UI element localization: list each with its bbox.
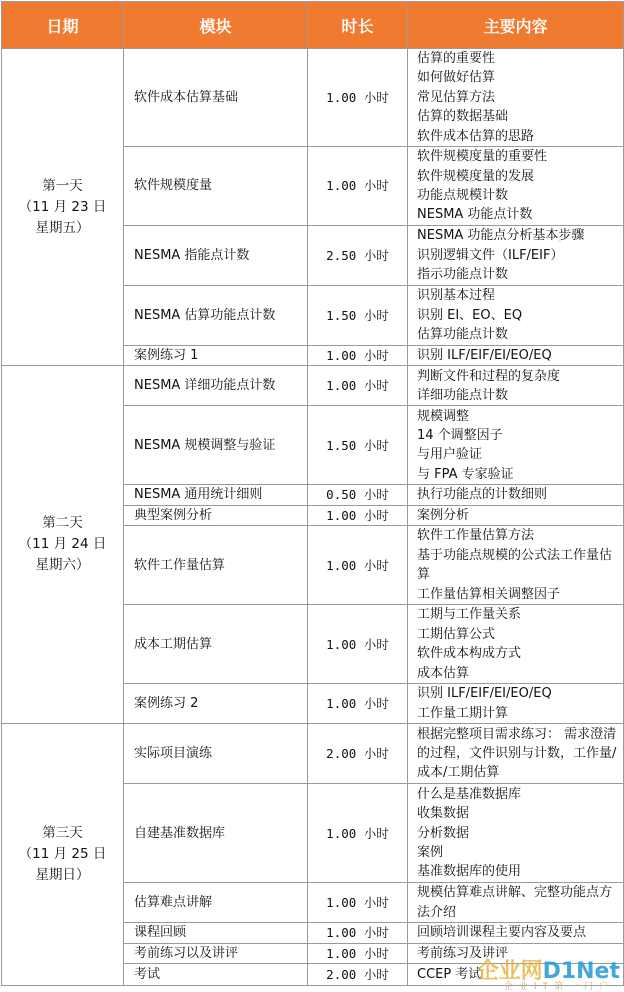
day-cell [2, 724, 124, 986]
duration-cell: 1.00 小时 [308, 943, 408, 963]
content-line: 功能点规模计数 [417, 188, 509, 204]
module-cell: 实际项目演练 [124, 724, 308, 784]
duration-cell: 1.00 小时 [308, 684, 408, 724]
content-cell [408, 485, 624, 505]
duration-cell: 1.00 小时 [308, 366, 408, 406]
content-line: 常见估算方法 [417, 89, 496, 105]
module-cell: 软件工作量估算 [124, 526, 308, 605]
module-cell: 案例练习 1 [124, 346, 308, 366]
content-line: CCEP 考试 [417, 966, 482, 982]
duration-cell: 1.00 小时 [308, 923, 408, 943]
content-line: 工作量工期计算 [417, 705, 509, 721]
content-line: 详细功能点计数 [417, 387, 509, 403]
content-line: 工期与工作量关系 [417, 607, 522, 623]
content-cell [408, 226, 624, 286]
watermark-brand-a: 企业网 [476, 959, 543, 984]
content-line: 根据完整项目需求练习： 需求澄清的过程，文件识别与计数，工作量/成本/工期估算 [417, 726, 617, 781]
duration-cell: 2.00 小时 [308, 964, 408, 986]
day-label-line: （11 月 25 日 [18, 846, 107, 863]
content-cell [408, 406, 624, 485]
module-cell: NESMA 规模调整与验证 [124, 406, 308, 485]
watermark-logo [470, 954, 620, 990]
content-line: 收集数据 [417, 806, 470, 822]
day-label-line: 第二天 [42, 515, 83, 532]
day-label-line: （11 月 24 日 [18, 536, 107, 553]
content-line: 基准数据库的使用 [417, 864, 522, 880]
module-cell: 典型案例分析 [124, 505, 308, 525]
watermark-brand-b: D1Net [542, 959, 620, 984]
content-line: 识别逻辑文件（ILF/EIF） [417, 247, 564, 263]
content-cell [408, 346, 624, 366]
header-content: 主要内容 [408, 2, 624, 49]
day-label-line: 星期五） [35, 219, 90, 236]
content-line: 分析数据 [417, 825, 470, 841]
table-row [2, 366, 624, 406]
module-cell: 课程回顾 [124, 923, 308, 943]
day-label-line: 星期日） [35, 867, 90, 884]
content-cell [408, 147, 624, 226]
module-cell: 考试 [124, 964, 308, 986]
content-line: 与 FPA 专家验证 [417, 466, 514, 482]
content-line: 案例分析 [417, 507, 470, 523]
module-cell: NESMA 通用统计细则 [124, 485, 308, 505]
content-line: 规模估算难点讲解、完整功能点方法介绍 [417, 885, 613, 920]
content-cell [408, 366, 624, 406]
content-line: 识别 ILF/EIF/EI/EO/EQ [417, 348, 552, 364]
content-line: 估算功能点计数 [417, 327, 509, 343]
content-line: 如何做好估算 [417, 70, 496, 86]
table-row [2, 49, 624, 147]
duration-cell: 1.00 小时 [308, 526, 408, 605]
day-label-line: 星期六） [35, 557, 90, 574]
content-line: 工期估算公式 [417, 626, 496, 642]
header-date: 日期 [2, 2, 124, 49]
module-cell: 考前练习以及讲评 [124, 943, 308, 963]
module-cell: 软件规模度量 [124, 147, 308, 226]
day-label-line: 第一天 [42, 177, 83, 194]
content-cell [408, 526, 624, 605]
content-cell [408, 724, 624, 784]
content-line: NESMA 功能点分析基本步骤 [417, 228, 585, 244]
module-cell: NESMA 指能点计数 [124, 226, 308, 286]
day-label-line: （11 月 23 日 [18, 198, 107, 215]
module-cell: 自建基准数据库 [124, 784, 308, 883]
duration-cell: 1.00 小时 [308, 605, 408, 684]
content-line: 执行功能点的计数细则 [417, 487, 548, 503]
content-line: 估算的数据基础 [417, 109, 509, 125]
content-line: 判断文件和过程的复杂度 [417, 368, 561, 384]
content-line: 估算的重要性 [417, 51, 496, 66]
content-cell [408, 883, 624, 923]
content-line: 识别 ILF/EIF/EI/EO/EQ [417, 686, 552, 702]
watermark-subtitle: 企业IT第一门户 [503, 982, 614, 992]
duration-cell: 1.00 小时 [308, 505, 408, 525]
content-line: 基于功能点规模的公式法工作量估算 [417, 547, 613, 583]
day-cell [2, 49, 124, 366]
header-module: 模块 [124, 2, 308, 49]
header-row [2, 2, 624, 49]
duration-cell: 1.00 小时 [308, 147, 408, 226]
module-cell: 软件成本估算基础 [124, 49, 308, 147]
content-cell [408, 505, 624, 525]
duration-cell: 0.50 小时 [308, 485, 408, 505]
duration-cell: 2.50 小时 [308, 226, 408, 286]
content-line: 规模调整 [417, 408, 470, 424]
content-line: 识别基本过程 [417, 288, 496, 304]
table-row [2, 724, 624, 784]
module-cell: 成本工期估算 [124, 605, 308, 684]
content-cell [408, 286, 624, 346]
content-line: 回顾培训课程主要内容及要点 [417, 925, 587, 941]
content-line: 考前练习及讲评 [417, 945, 509, 961]
content-line: 指示功能点计数 [417, 267, 509, 283]
content-line: 软件成本估算的思路 [417, 128, 535, 144]
day-label-line: 第三天 [42, 825, 83, 842]
duration-cell: 1.50 小时 [308, 286, 408, 346]
duration-cell: 1.00 小时 [308, 883, 408, 923]
content-line: 软件规模度量的重要性 [417, 149, 548, 165]
content-line: 与用户验证 [417, 447, 483, 463]
duration-cell: 1.00 小时 [308, 346, 408, 366]
content-line: 什么是基准数据库 [417, 786, 522, 802]
content-line: 软件规模度量的发展 [417, 168, 535, 184]
content-line: 识别 EI、EO、EQ [417, 307, 523, 323]
content-cell [408, 923, 624, 943]
schedule-table [1, 1, 624, 986]
content-line: 软件成本构成方式 [417, 646, 522, 662]
header-duration: 时长 [308, 2, 408, 49]
module-cell: 估算难点讲解 [124, 883, 308, 923]
content-cell [408, 605, 624, 684]
module-cell: NESMA 估算功能点计数 [124, 286, 308, 346]
content-cell [408, 684, 624, 724]
content-line: 案例 [417, 844, 444, 860]
duration-cell: 2.00 小时 [308, 724, 408, 784]
content-cell [408, 784, 624, 883]
module-cell: 案例练习 2 [124, 684, 308, 724]
content-line: NESMA 功能点计数 [417, 207, 533, 223]
duration-cell: 1.00 小时 [308, 784, 408, 883]
content-cell [408, 49, 624, 147]
module-cell: NESMA 详细功能点计数 [124, 366, 308, 406]
content-line: 成本估算 [417, 665, 470, 681]
duration-cell: 1.00 小时 [308, 49, 408, 147]
duration-cell: 1.50 小时 [308, 406, 408, 485]
day-cell [2, 366, 124, 724]
content-line: 14 个调整因子 [417, 428, 503, 444]
content-line: 软件工作量估算方法 [417, 528, 535, 544]
content-line: 工作量估算相关调整因子 [417, 586, 561, 602]
